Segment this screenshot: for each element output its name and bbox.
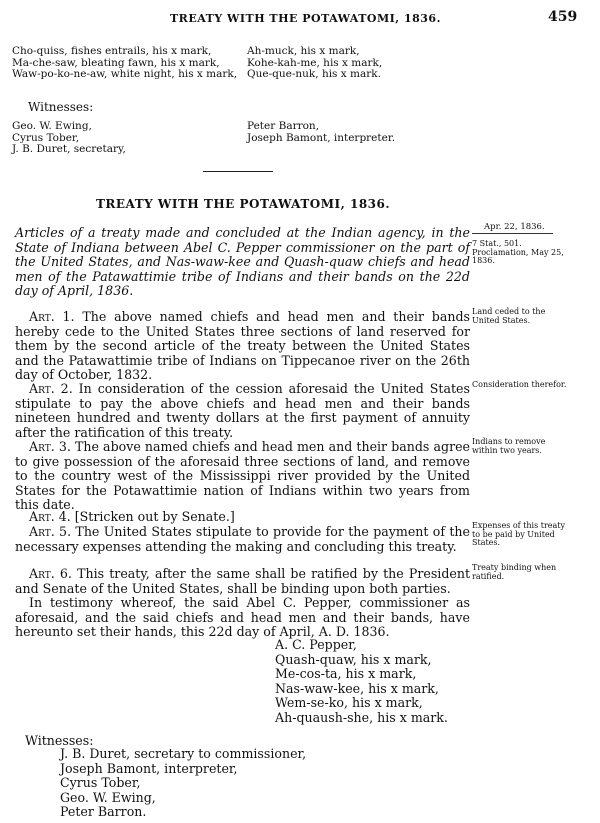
treaty-title: TREATY WITH THE POTAWATOMI, 1836. (96, 197, 391, 211)
witness-line: Geo. W. Ewing, (12, 120, 92, 132)
prior-witnesses-label: Witnesses: (28, 100, 94, 114)
margin-note-date (472, 223, 572, 234)
prior-witnesses-left (12, 121, 126, 156)
prior-signatures-left (12, 46, 242, 81)
treaty-date: Apr. 22, 1836. (472, 223, 553, 234)
article-4 (15, 510, 470, 525)
margin-note-citation: 7 Stat., 501. Proclamation, May 25, 1836. (472, 239, 564, 265)
witness-line: J. B. Duret, secretary, (12, 143, 126, 155)
witness-line: Peter Barron. (60, 804, 147, 819)
signer-line: Me-cos-ta, his x mark, (275, 666, 417, 681)
signature-line: Ma-che-saw, bleating fawn, his x mark, (12, 56, 220, 69)
signer-line: A. C. Pepper, (275, 637, 357, 652)
testimony-clause (15, 596, 470, 640)
article-label: Art. 6. (29, 566, 72, 581)
running-head: TREATY WITH THE POTAWATOMI, 1836. (170, 12, 441, 25)
article-2 (15, 382, 470, 440)
margin-note-art1: Land ceded to the United States. (472, 307, 546, 325)
testimony-text: In testimony whereof, the said Abel C. Pepper, commissioner as aforesaid, and the said chiefs and head men and their bands, have hereunto set their hands, this 22d day of April, A. D. 1836. (15, 595, 470, 639)
margin-note-art5: Expenses of this treaty to be paid by United States. (472, 521, 566, 547)
signer-line: Wem-se-ko, his x mark, (275, 695, 423, 710)
treaty-signers (275, 638, 448, 725)
prior-witnesses-right (247, 121, 395, 144)
signer-line: Quash-quaw, his x mark, (275, 651, 432, 667)
witness-line: Cyrus Tober, (60, 775, 141, 790)
signer-line: Nas-waw-kee, his x mark, (275, 680, 439, 696)
witness-line: Peter Barron, (247, 120, 320, 132)
article-text: The above named chiefs and head men and their bands hereby cede to the United States three sections of land reserved for them by the second article of the treaty between the United States and the Patawattimie tribe of Indians on Tippecanoe river on the 26th day of October, 1832. (15, 309, 470, 382)
signature-line: Waw-po-ko-ne-aw, white night, his x mark, (12, 68, 238, 80)
witness-line: Joseph Bamont, interpreter. (247, 131, 396, 144)
article-5 (15, 525, 470, 554)
treaty-preamble: Articles of a treaty made and concluded at the Indian agency, in the State of Indiana between Abel C. Pepper commissioner on the part of the United States, and Nas-waw-kee and Quash-quaw chiefs and head men of the Patawattimie tribe of Indians and their bands on the 22d day of April, 1836. (15, 225, 470, 298)
article-text: The United States stipulate to provide for the payment of the necessary expenses attending the making and concluding this treaty. (15, 524, 470, 554)
article-label: Art. 4. (29, 509, 71, 524)
article-label: Art. 1. (29, 309, 75, 324)
article-1 (15, 310, 470, 383)
margin-note-art2: Consideration therefor. (472, 380, 567, 389)
signer-line: Ah-quaush-she, his x mark. (275, 709, 448, 725)
margin-note-art3: Indians to remove within two years. (472, 437, 546, 455)
article-label: Art. 2. (29, 381, 73, 396)
article-6 (15, 567, 470, 596)
article-3 (15, 440, 470, 513)
article-text: In consideration of the cession aforesaid the United States stipulate to pay the above chiefs and head men and their bands nineteen hundred and twenty dollars at the first payment of annuity after the ratification of this treaty. (15, 381, 470, 440)
witness-line: Cyrus Tober, (12, 131, 80, 144)
article-label: Art. 3. (29, 439, 71, 454)
article-text: This treaty, after the same shall be ratified by the President and Senate of the United States, shall be binding upon both parties. (15, 566, 470, 596)
section-divider (203, 171, 273, 172)
signature-line: Ah-muck, his x mark, (247, 45, 360, 57)
witness-line: Joseph Bamont, interpreter, (60, 760, 238, 776)
article-text: The above named chiefs and head men and their bands agree to give possession of the aforesaid three sections of land, and remove to the country west of the Mississippi river provided by the United States for the Potawattimie nation of Indians within two years from this date. (15, 439, 471, 512)
prior-signatures-right (247, 46, 447, 81)
witness-line: Geo. W. Ewing, (60, 789, 156, 805)
article-text: [Stricken out by Senate.] (74, 509, 235, 524)
treaty-witnesses (60, 747, 306, 820)
margin-note-art6: Treaty binding when ratified. (472, 563, 557, 581)
witness-line: J. B. Duret, secretary to commissioner, (60, 746, 307, 761)
signature-line: Cho-quiss, fishes entrails, his x mark, (12, 45, 212, 57)
signature-line: Que-que-nuk, his x mark. (247, 68, 381, 80)
article-label: Art. 5. (29, 524, 72, 539)
treaty-witnesses-label: Witnesses: (25, 733, 94, 748)
page-number: 459 (548, 9, 578, 25)
signature-line: Kohe-kah-me, his x mark, (247, 56, 383, 69)
